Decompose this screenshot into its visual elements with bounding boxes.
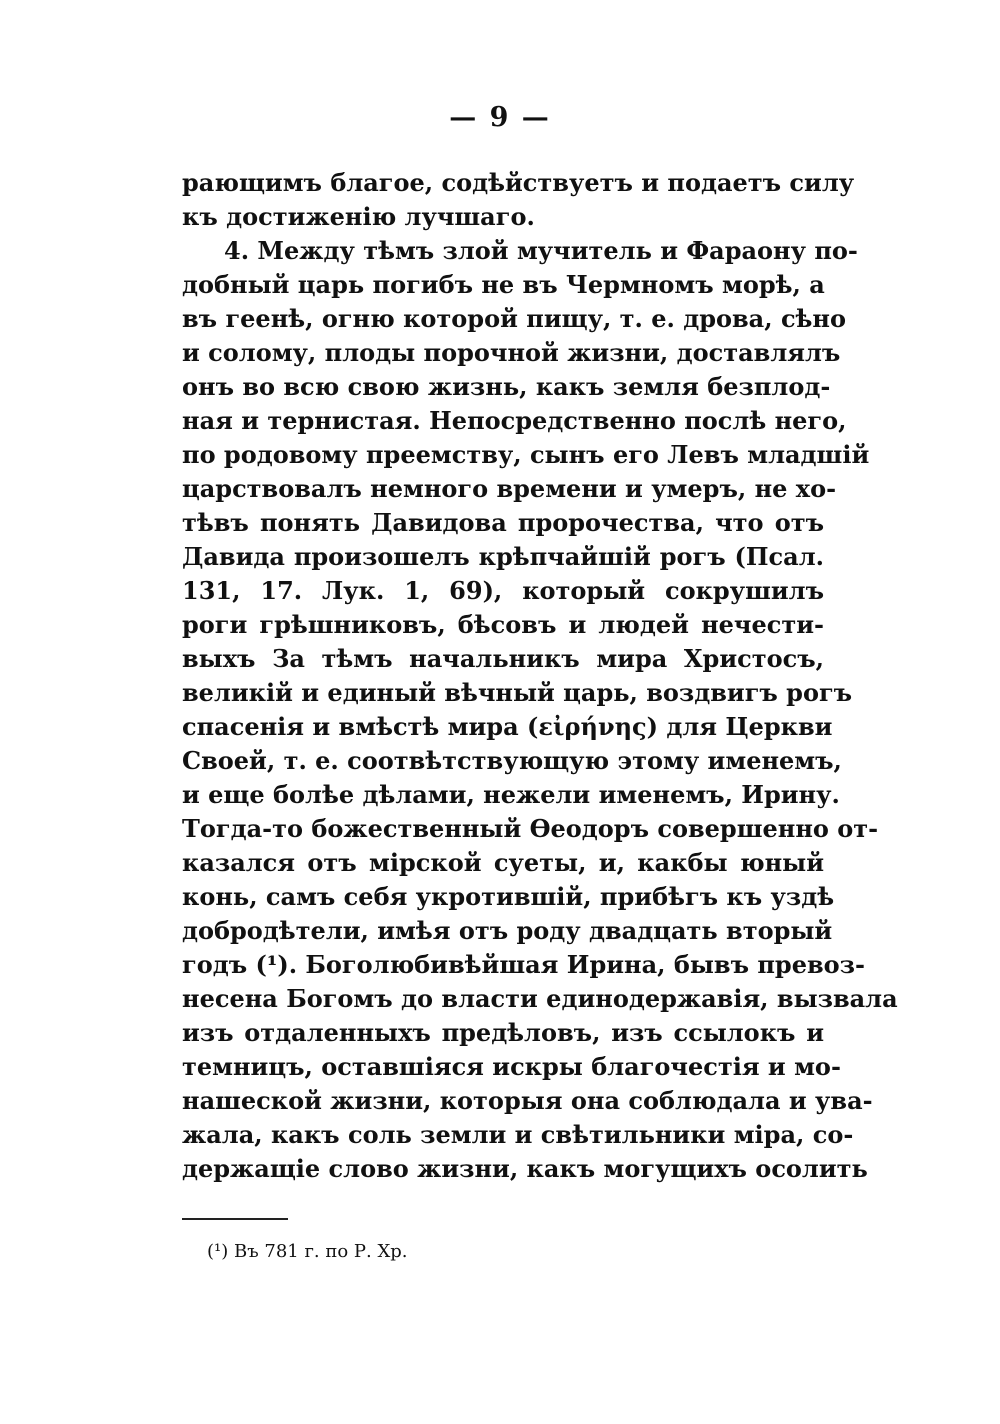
text-line: онъ во всю свою жизнь, какъ земля безплод- [182,372,831,401]
text-line: несена Богомъ до власти единодержавія, вызвала [182,984,898,1013]
text-line: ная и тернистая. Непосредственно послѣ него, [182,406,847,435]
text-line: роги грѣшниковъ, бѣсовъ и людей нечести- [182,610,824,639]
footnote-divider [182,1218,288,1220]
text-line: жала, какъ соль земли и свѣтильники міра, со- [182,1120,854,1149]
text-line: Тогда-то божественный Ѳеодоръ совершенно от- [182,814,879,843]
text-line: конь, самъ себя укротившій, прибѣгъ къ уздѣ [182,882,835,911]
text-line: и еще болѣе дѣлами, нежели именемъ, Ирину. [182,780,840,809]
page-number: — 9 — [449,102,551,133]
text-line: Своей, т. е. соотвѣтствующую этому именемъ, [182,746,842,775]
text-line: Давида произошелъ крѣпчайшій рогъ (Псал. [182,542,824,571]
text-line: добродѣтели, имѣя отъ роду двадцать вторый [182,916,833,945]
text-line: и солому, плоды порочной жизни, доставлялъ [182,338,841,367]
body-text [182,166,898,1186]
text-line: темницъ, оставшіяся искры благочестія и мо- [182,1052,841,1081]
footnote: (¹) Въ 781 г. по Р. Хр. [207,1241,408,1262]
text-line: рающимъ благое, содѣйствуетъ и подаетъ силу [182,168,855,197]
text-line: по родовому преемству, сынъ его Левъ младшій [182,440,870,469]
text-line: добный царь погибъ не въ Чермномъ морѣ, а [182,270,825,299]
text-line: къ достиженію лучшаго. [182,202,535,231]
text-line: царствовалъ немного времени и умеръ, не хо- [182,474,837,503]
text-line: въ геенѣ, огню которой пищу, т. е. дрова, сѣно [182,304,847,333]
text-line: изъ отдаленныхъ предѣловъ, изъ ссылокъ и [182,1018,824,1047]
text-line: казался отъ мірской суеты, и, какбы юный [182,848,824,877]
text-line: 131, 17. Лук. 1, 69), который сокрушилъ [182,576,824,605]
text-line: нашеской жизни, которыя она соблюдала и ува- [182,1086,873,1115]
text-line: тѣвъ понять Давидова пророчества, что отъ [182,508,824,537]
text-line: 4. Между тѣмъ злой мучитель и Фараону по- [224,236,858,265]
text-line: спасенія и вмѣстѣ мира (εἰρήνης) для Церкви [182,712,833,741]
text-line: выхъ За тѣмъ начальникъ мира Христосъ, [182,644,824,673]
text-line: великій и единый вѣчный царь, воздвигъ рогъ [182,678,853,707]
text-line: держащіе слово жизни, какъ могущихъ осолить [182,1154,868,1183]
text-line: годъ (¹). Боголюбивѣйшая Ирина, бывъ превоз- [182,950,865,979]
